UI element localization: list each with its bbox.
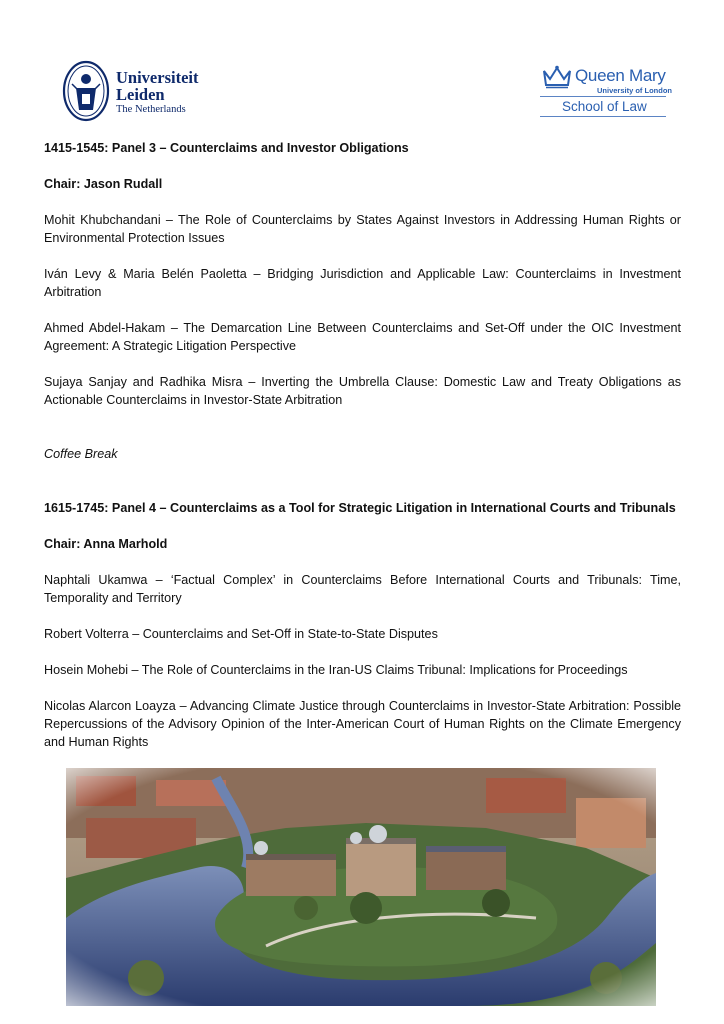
panel3-talk: Mohit Khubchandani – The Role of Counterclaims by States Against Investors in Addressing Human Rights or Environmental Protection Issues [44, 213, 681, 245]
panel4-talk: Robert Volterra – Counterclaims and Set-Off in State-to-State Disputes [44, 627, 438, 641]
crown-icon [542, 65, 572, 89]
leiden-university-logo [62, 60, 212, 122]
panel4-talk: Naphtali Ukamwa – ‘Factual Complex’ in Counterclaims Before International Courts and Tribunals: Time, Temporality and Territory [44, 573, 681, 605]
panel3-heading: 1415-1545: Panel 3 – Counterclaims and Investor Obligations [44, 141, 409, 155]
panel3-talk: Iván Levy & Maria Belén Paoletta – Bridging Jurisdiction and Applicable Law: Counterclaims in Investment Arbitration [44, 267, 681, 299]
divider [540, 116, 666, 117]
leiden-name-line1: Universiteit [116, 68, 199, 87]
qm-name: Queen Mary [575, 66, 666, 85]
queen-mary-logo [540, 64, 670, 118]
panel3-talk: Sujaya Sanjay and Radhika Misra – Inverting the Umbrella Clause: Domestic Law and Treaty Obligations as Actionable Counterclaims in Investor-State Arbitration [44, 375, 681, 407]
panel3-talk: Ahmed Abdel-Hakam – The Demarcation Line Between Counterclaims and Set-Off under the OIC Investment Agreement: A Strategic Litigation Perspective [44, 321, 681, 353]
leiden-name-line2: Leiden [116, 85, 165, 104]
panel4-talk: Hosein Mohebi – The Role of Counterclaims in the Iran-US Claims Tribunal: Implications for Proceedings [44, 663, 628, 677]
panel3-chair: Chair: Jason Rudall [44, 177, 163, 191]
divider [540, 96, 666, 97]
qm-university: University of London [597, 86, 672, 95]
panel4-chair: Chair: Anna Marhold [44, 537, 168, 551]
aerial-photo-observatory [66, 768, 656, 1006]
coffee-break: Coffee Break [44, 447, 118, 461]
qm-school: School of Law [562, 99, 647, 114]
leiden-seal-icon [62, 60, 110, 122]
programme [44, 139, 681, 751]
leiden-country: The Netherlands [116, 104, 186, 115]
panel4-talk: Nicolas Alarcon Loayza – Advancing Climate Justice through Counterclaims in Investor-State Arbitration: Possible Repercussions of the Advisory Opinion of the Inter-American Court of Human Rights on the Climate Emergency and Human Rights [44, 699, 681, 749]
panel4-heading: 1615-1745: Panel 4 – Counterclaims as a Tool for Strategic Litigation in International Courts and Tribunals [44, 501, 676, 515]
